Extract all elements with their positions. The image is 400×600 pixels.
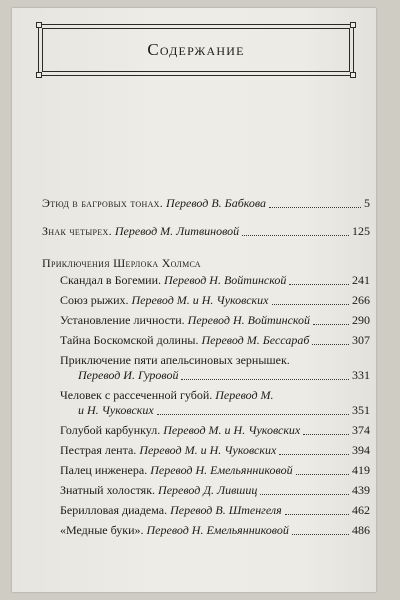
toc-entry [42,523,370,538]
work-title: Голубой карбункул. [60,423,161,437]
dot-leader [292,534,349,535]
translator: Перевод Д. Лившиц [158,483,258,497]
translator: Перевод М. и Н. Чуковских [131,293,269,307]
table-of-contents [42,196,370,543]
translator: Перевод М. Литвиновой [114,224,240,238]
dot-leader [269,207,361,208]
translator-line1: Перевод М. [215,388,274,402]
dot-leader [242,235,349,236]
toc-entry [42,443,370,458]
page-number: 486 [352,523,370,537]
dot-leader [279,454,349,455]
dot-leader [303,434,349,435]
dot-leader [260,494,349,495]
page-number: 290 [352,313,370,327]
page-number: 5 [364,196,370,210]
dot-leader [181,379,349,380]
work-title: Тайна Боскомской долины. [60,333,199,347]
toc-entry [42,423,370,438]
translator: Перевод М. и Н. Чуковских [163,423,301,437]
page-number: 125 [352,224,370,238]
translator: Перевод В. Бабкова [166,196,267,210]
dot-leader [312,344,349,345]
toc-entry [42,388,370,418]
translator: Перевод В. Штенгеля [170,503,282,517]
translator: Перевод Н. Емельянниковой [150,463,293,477]
translator: Перевод М. и Н. Чуковских [139,443,277,457]
page-number: 462 [352,503,370,517]
page-number: 394 [352,443,370,457]
toc-entry [42,273,370,288]
toc-entry [42,224,370,239]
page-number: 307 [352,333,370,347]
work-title: Человек с рассеченной губой. [60,388,213,402]
work-title: Установление личности. [60,313,185,327]
translator-line2: и Н. Чуковских [78,403,154,417]
dot-leader [296,474,349,475]
page-number: 266 [352,293,370,307]
dot-leader [285,514,349,515]
toc-entry [42,293,370,308]
translator: Перевод М. Бессараб [201,333,310,347]
page-number: 331 [352,368,370,382]
page-number: 419 [352,463,370,477]
work-title: Пестрая лента. [60,443,137,457]
dot-leader [157,414,349,415]
translator: Перевод Н. Емельянниковой [146,523,289,537]
toc-entry [42,313,370,328]
work-title: Бериллoвая диадема. [60,503,168,517]
page-number: 241 [352,273,370,287]
toc-entry [42,196,370,211]
dot-leader [313,324,349,325]
page-number: 351 [352,403,370,417]
dot-leader [289,284,349,285]
work-title: «Медные буки». [60,523,144,537]
toc-entry [42,333,370,348]
work-title: Скандал в Богемии. [60,273,162,287]
dot-leader [272,304,350,305]
section-title: Приключения Шерлока Холмса [42,256,201,270]
work-title: Знатный холостяк. [60,483,156,497]
toc-entry [42,463,370,478]
work-title: Союз рыжих. [60,293,129,307]
work-title: Этюд в багровых тонах. [42,196,164,210]
page-number: 439 [352,483,370,497]
page-number: 374 [352,423,370,437]
translator: Перевод Н. Войтинской [187,313,311,327]
title-frame [38,24,354,76]
translator: Перевод Н. Войтинской [164,273,287,287]
work-title: Знак четырех. [42,224,112,238]
work-title: Приключение пяти апельсиновых зернышек. [60,353,290,367]
toc-entry [42,483,370,498]
toc-entry [42,353,370,383]
book-page [12,8,376,592]
toc-entry [42,503,370,518]
work-title: Палец инженера. [60,463,148,477]
page-title: Содержание [147,40,245,59]
translator: Перевод И. Гуровой [78,368,179,382]
